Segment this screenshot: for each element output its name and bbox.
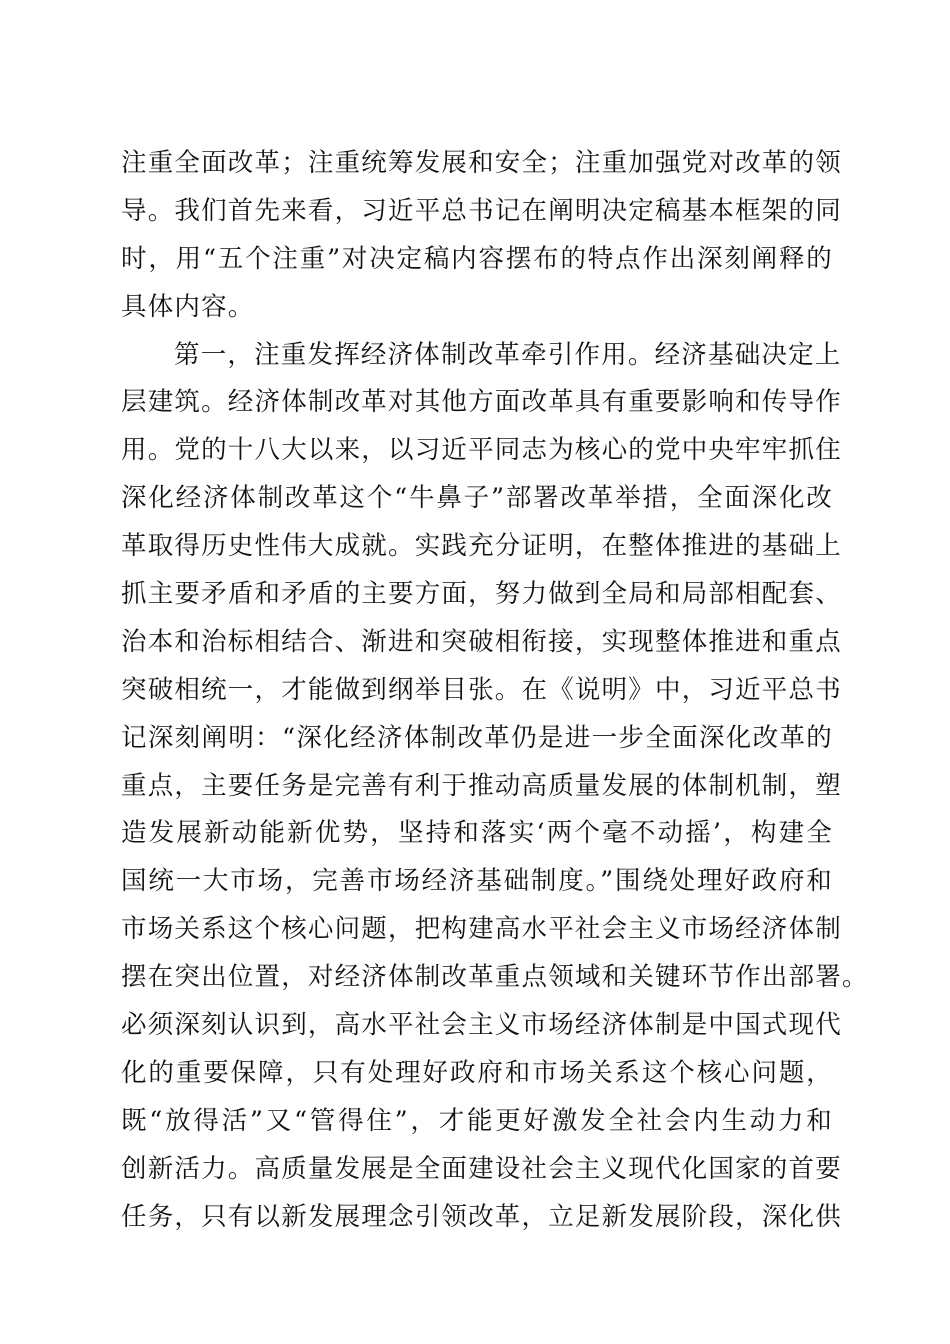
text-line: 重点，主要任务是完善有利于推动高质量发展的体制机制，塑 — [121, 770, 842, 801]
text-line: 用。党的十八大以来，以习近平同志为核心的党中央牢牢抓住 — [121, 435, 842, 466]
text-line: 抓主要矛盾和矛盾的主要方面，努力做到全局和局部相配套、 — [121, 579, 842, 610]
text-line: 既“放得活”又“管得住”，才能更好激发全社会内生动力和 — [121, 1105, 833, 1136]
text-line: 革取得历史性伟大成就。实践充分证明，在整体推进的基础上 — [121, 531, 842, 562]
text-line: 记深刻阐明：“深化经济体制改革仍是进一步全面深化改革的 — [121, 722, 833, 753]
text-line: 任务，只有以新发展理念引领改革，立足新发展阶段，深化供 — [121, 1201, 842, 1232]
text-line: 层建筑。经济体制改革对其他方面改革具有重要影响和传导作 — [121, 387, 842, 418]
text-line: 化的重要保障，只有处理好政府和市场关系这个核心问题， — [121, 1057, 833, 1088]
text-line: 导。我们首先来看，习近平总书记在阐明决定稿基本框架的同 — [121, 195, 842, 226]
text-line: 造发展新动能新优势，坚持和落实‘两个毫不动摇’，构建全 — [121, 818, 833, 849]
text-line: 摆在突出位置，对经济体制改革重点领域和关键环节作出部署。 — [121, 962, 869, 993]
paragraph-2 — [121, 332, 869, 1242]
text-line: 治本和治标相结合、渐进和突破相衔接，实现整体推进和重点 — [121, 626, 842, 657]
document-body — [121, 140, 869, 1241]
text-line: 创新活力。高质量发展是全面建设社会主义现代化国家的首要 — [121, 1153, 842, 1184]
text-line: 市场关系这个核心问题，把构建高水平社会主义市场经济体制 — [121, 914, 842, 945]
text-line: 具体内容。 — [121, 291, 255, 322]
text-line: 时，用“五个注重”对决定稿内容摆布的特点作出深刻阐释的 — [121, 243, 833, 274]
paragraph-1 — [121, 140, 842, 332]
text-line: 突破相统一，才能做到纲举目张。在《说明》中，习近平总书 — [121, 674, 842, 705]
text-line: 必须深刻认识到，高水平社会主义市场经济体制是中国式现代 — [121, 1010, 842, 1041]
text-line: 国统一大市场，完善市场经济基础制度。”围绕处理好政府和 — [121, 866, 833, 897]
text-line: 深化经济体制改革这个“牛鼻子”部署改革举措，全面深化改 — [121, 483, 833, 514]
text-line: 第一，注重发挥经济体制改革牵引作用。经济基础决定上 — [174, 339, 842, 370]
text-line: 注重全面改革；注重统筹发展和安全；注重加强党对改革的领 — [121, 148, 842, 178]
